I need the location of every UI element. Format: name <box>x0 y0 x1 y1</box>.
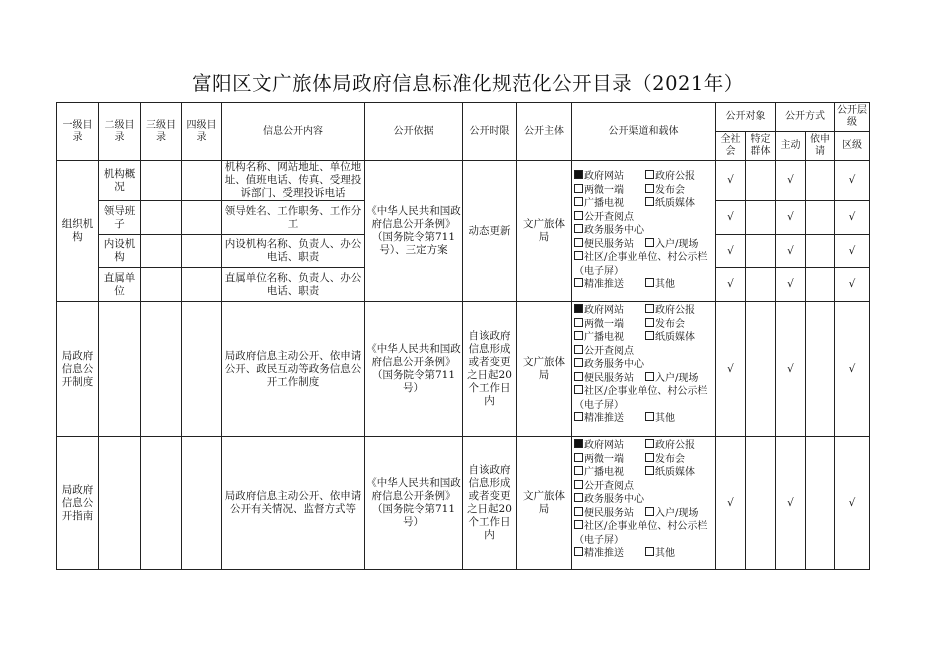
checkbox <box>645 547 654 556</box>
channel-option-label: 政务服务中心 <box>584 494 644 505</box>
basis-cell: 《中华人民共和国政府信息公开条例》（国务院令第711号）、三定方案 <box>365 161 463 302</box>
channel-line <box>574 507 713 521</box>
channel-option-label: 政府公报 <box>655 171 695 183</box>
header-method: 公开方式 <box>776 103 835 132</box>
channel-option-label: 两微一端 <box>584 184 624 196</box>
checkbox <box>574 385 583 394</box>
header-level-district: 区级 <box>835 132 870 161</box>
channel-option <box>574 480 645 494</box>
check-method-apply <box>806 161 835 201</box>
channel-option-label: 公开查阅点 <box>584 480 634 492</box>
channel-line <box>574 547 713 561</box>
channel-line <box>574 304 713 318</box>
channel-option <box>645 453 685 467</box>
checkbox <box>574 211 583 220</box>
check-method-apply <box>806 437 835 570</box>
table-row <box>57 161 870 201</box>
channel-option <box>574 184 645 198</box>
check-object-special <box>746 268 776 302</box>
check-level-district: √ <box>835 161 870 201</box>
channel-option <box>645 184 685 198</box>
channel-option-label: 政府网站 <box>584 305 624 316</box>
channel-option-label: 公开查阅点 <box>584 211 634 223</box>
checkbox <box>574 480 583 489</box>
channel-option <box>645 412 675 426</box>
channel-option <box>574 197 645 211</box>
header-object: 公开对象 <box>716 103 776 132</box>
time-cell: 自该政府信息形成或者变更之日起20个工作日内 <box>463 437 517 570</box>
header-level1: 一级目录 <box>57 103 99 161</box>
header-method-apply: 依申请 <box>806 132 835 161</box>
level2-cell: 直属单位 <box>99 268 141 302</box>
channel-option-label: 社区/企事业单位、村公示栏（电子屏） <box>574 386 708 411</box>
channel-option <box>574 372 645 386</box>
channel-option <box>574 318 645 332</box>
channel-line <box>574 385 713 412</box>
check-object-all: √ <box>716 201 746 235</box>
checkbox-checked <box>574 439 583 448</box>
check-object-special <box>746 302 776 437</box>
channel-option <box>574 238 645 252</box>
check-method-active: √ <box>776 268 806 302</box>
channel-option <box>645 304 695 318</box>
channel-option <box>574 358 644 372</box>
checkbox <box>574 331 583 340</box>
channel-option <box>574 507 645 521</box>
channel-option <box>645 547 675 561</box>
channel-option-label: 社区/企事业单位、村公示栏（电子屏） <box>574 252 708 277</box>
channel-option <box>574 493 644 507</box>
table-row <box>57 437 870 570</box>
check-method-active: √ <box>776 235 806 268</box>
content-cell: 领导姓名、工作职务、工作分工 <box>222 201 365 235</box>
check-method-active: √ <box>776 302 806 437</box>
channel-option-label: 其他 <box>655 548 675 559</box>
check-object-special <box>746 201 776 235</box>
checkbox <box>574 493 583 502</box>
check-level-district: √ <box>835 268 870 302</box>
check-level-district: √ <box>835 201 870 235</box>
level3-cell <box>141 201 182 235</box>
checkbox <box>645 331 654 340</box>
channel-line <box>574 345 713 372</box>
basis-cell: 《中华人民共和国政府信息公开条例》（国务院令第711号） <box>365 437 463 570</box>
channel-option <box>574 304 645 318</box>
header-object-all: 全社会 <box>716 132 746 161</box>
checkbox-checked <box>574 170 583 179</box>
level3-cell <box>141 235 182 268</box>
subject-cell: 文广旅体局 <box>517 302 572 437</box>
check-level-district: √ <box>835 437 870 570</box>
checkbox <box>645 372 654 381</box>
time-cell: 自该政府信息形成或者变更之日起20个工作日内 <box>463 302 517 437</box>
channel-option-label: 便民服务站 <box>584 238 634 250</box>
level4-cell <box>182 302 222 437</box>
content-cell: 内设机构名称、负责人、办公电话、职责 <box>222 235 365 268</box>
header-subject: 公开主体 <box>517 103 572 161</box>
checkbox-checked <box>574 304 583 313</box>
channel-option <box>645 278 675 292</box>
channel-line <box>574 412 713 426</box>
content-text: 机构名称、网站地址、单位地址、值班电话、传真、受理投诉部门、受理投诉电话 <box>224 161 362 199</box>
channel-option <box>645 372 698 386</box>
checkbox <box>574 547 583 556</box>
check-object-special <box>746 235 776 268</box>
check-method-apply <box>806 201 835 235</box>
checkbox <box>574 238 583 247</box>
channel-option-label: 精准推送 <box>584 413 624 424</box>
channel-option-label: 政府公报 <box>655 440 695 451</box>
content-cell <box>222 161 365 201</box>
checkbox <box>574 197 583 206</box>
channel-line <box>574 439 713 453</box>
content-cell: 局政府信息主动公开、依申请公开、政民互动等政务信息公开工作制度 <box>222 302 365 437</box>
checkbox <box>645 412 654 421</box>
channel-line <box>574 170 713 184</box>
checkbox <box>574 318 583 327</box>
catalog-table <box>56 102 870 570</box>
level3-cell <box>141 161 182 201</box>
channel-option-label: 政府公报 <box>655 305 695 316</box>
channel-line <box>574 480 713 507</box>
channel-line <box>574 211 713 238</box>
channel-option-label: 政府网站 <box>584 171 624 183</box>
checkbox <box>645 439 654 448</box>
header-basis: 公开依据 <box>365 103 463 161</box>
checkbox <box>574 412 583 421</box>
level4-cell <box>182 235 222 268</box>
check-method-apply <box>806 235 835 268</box>
header-content: 信息公开内容 <box>222 103 365 161</box>
channel-option-label: 精准推送 <box>584 279 624 291</box>
check-object-special <box>746 161 776 201</box>
level2-cell: 机构概况 <box>99 161 141 201</box>
header-channel: 公开渠道和载体 <box>572 103 716 161</box>
checkbox <box>645 197 654 206</box>
channel-option <box>574 385 713 412</box>
level4-cell <box>182 161 222 201</box>
page-title: 富阳区文广旅体局政府信息标准化规范化公开目录（2021年） <box>192 72 744 95</box>
level4-cell <box>182 437 222 570</box>
level3-cell <box>141 437 182 570</box>
checkbox <box>645 507 654 516</box>
checkbox <box>645 238 654 247</box>
checkbox <box>574 372 583 381</box>
channel-option-label: 入户/现场 <box>655 372 699 384</box>
check-level-district: √ <box>835 235 870 268</box>
channel-option <box>645 318 685 332</box>
check-method-active: √ <box>776 201 806 235</box>
checkbox <box>574 278 583 287</box>
channel-option <box>574 170 645 184</box>
checkbox <box>574 466 583 475</box>
header-level: 公开层级 <box>835 103 870 132</box>
channel-line <box>574 372 713 386</box>
channel-option <box>574 211 645 225</box>
channel-option <box>645 331 695 345</box>
channel-option-label: 入户/现场 <box>655 507 699 519</box>
level4-cell <box>182 201 222 235</box>
checkbox <box>645 278 654 287</box>
checkbox <box>574 345 583 354</box>
content-cell: 局政府信息主动公开、依申请公开有关情况、监督方式等 <box>222 437 365 570</box>
channel-cell <box>572 161 716 302</box>
channel-option-label: 政务服务中心 <box>584 225 644 237</box>
check-method-active: √ <box>776 437 806 570</box>
channel-option <box>574 412 645 426</box>
level1-cell: 局政府信息公开制度 <box>57 302 99 437</box>
level3-cell <box>141 302 182 437</box>
channel-line <box>574 197 713 211</box>
level1-cell: 组织机构 <box>57 161 99 302</box>
channel-option <box>645 238 698 252</box>
level4-cell <box>182 268 222 302</box>
channel-option <box>645 466 695 480</box>
level2-cell <box>99 302 141 437</box>
channel-option-label: 其他 <box>655 279 675 291</box>
channel-option-label: 政府网站 <box>584 440 624 451</box>
channel-option <box>574 466 645 480</box>
channel-option-label: 广播电视 <box>584 332 624 343</box>
channel-option <box>574 251 713 278</box>
checkbox <box>574 358 583 367</box>
header-method-active: 主动 <box>776 132 806 161</box>
channel-option-label: 便民服务站 <box>584 372 634 384</box>
channel-line <box>574 520 713 547</box>
channel-line <box>574 318 713 332</box>
channel-line <box>574 238 713 252</box>
channel-option-label: 发布会 <box>655 453 685 465</box>
channel-option <box>574 547 645 561</box>
channel-line <box>574 453 713 467</box>
checkbox <box>574 453 583 462</box>
channel-option-label: 两微一端 <box>584 318 624 330</box>
subject-cell: 文广旅体局 <box>517 161 572 302</box>
channel-option-label: 政务服务中心 <box>584 359 644 370</box>
level2-cell: 内设机构 <box>99 235 141 268</box>
subject-cell: 文广旅体局 <box>517 437 572 570</box>
header-level2: 二级目录 <box>99 103 141 161</box>
level3-cell <box>141 268 182 302</box>
check-method-active: √ <box>776 161 806 201</box>
checkbox <box>574 224 583 233</box>
channel-line <box>574 331 713 345</box>
channel-option-label: 便民服务站 <box>584 507 634 519</box>
channel-option <box>574 345 645 359</box>
channel-option <box>645 170 695 184</box>
header-object-special: 特定群体 <box>746 132 776 161</box>
level1-cell: 局政府信息公开指南 <box>57 437 99 570</box>
checkbox <box>574 507 583 516</box>
check-method-apply <box>806 302 835 437</box>
level2-cell <box>99 437 141 570</box>
channel-option-label: 入户/现场 <box>655 238 699 250</box>
header-level4: 四级目录 <box>182 103 222 161</box>
channel-option-label: 公开查阅点 <box>584 345 634 357</box>
channel-option <box>645 197 695 211</box>
checkbox <box>645 466 654 475</box>
channel-line <box>574 184 713 198</box>
check-object-all: √ <box>716 437 746 570</box>
channel-option <box>574 331 645 345</box>
channel-option-label: 两微一端 <box>584 453 624 465</box>
check-level-district: √ <box>835 302 870 437</box>
basis-cell: 《中华人民共和国政府信息公开条例》（国务院令第711号） <box>365 302 463 437</box>
check-object-all: √ <box>716 268 746 302</box>
check-object-special <box>746 437 776 570</box>
channel-line <box>574 466 713 480</box>
channel-option-label: 纸质媒体 <box>655 198 695 210</box>
channel-option <box>574 439 645 453</box>
channel-option-label: 纸质媒体 <box>655 332 695 343</box>
channel-option-label: 广播电视 <box>584 198 624 210</box>
channel-option-label: 纸质媒体 <box>655 467 695 478</box>
header-level3: 三级目录 <box>141 103 182 161</box>
channel-option-label: 发布会 <box>655 184 685 196</box>
checkbox <box>645 318 654 327</box>
channel-option-label: 广播电视 <box>584 467 624 478</box>
checkbox <box>574 251 583 260</box>
checkbox <box>645 170 654 179</box>
channel-line <box>574 251 713 278</box>
header-time: 公开时限 <box>463 103 517 161</box>
channel-option-label: 社区/企事业单位、村公示栏（电子屏） <box>574 521 708 546</box>
level2-cell: 领导班子 <box>99 201 141 235</box>
check-object-all: √ <box>716 235 746 268</box>
content-cell: 直属单位名称、负责人、办公电话、职责 <box>222 268 365 302</box>
channel-option-label: 发布会 <box>655 318 685 330</box>
time-cell: 动态更新 <box>463 161 517 302</box>
checkbox <box>645 453 654 462</box>
channel-cell <box>572 302 716 437</box>
checkbox <box>645 304 654 313</box>
channel-option <box>574 453 645 467</box>
header-row <box>57 103 870 132</box>
channel-option <box>574 278 645 292</box>
check-object-all: √ <box>716 161 746 201</box>
channel-option <box>574 224 644 238</box>
checkbox <box>574 520 583 529</box>
checkbox <box>645 184 654 193</box>
table-row <box>57 302 870 437</box>
check-method-apply <box>806 268 835 302</box>
checkbox <box>574 184 583 193</box>
check-object-all: √ <box>716 302 746 437</box>
channel-line <box>574 278 713 292</box>
channel-cell <box>572 437 716 570</box>
channel-option <box>574 520 713 547</box>
channel-option-label: 精准推送 <box>584 548 624 559</box>
channel-option-label: 其他 <box>655 413 675 424</box>
channel-option <box>645 507 698 521</box>
channel-option <box>645 439 695 453</box>
